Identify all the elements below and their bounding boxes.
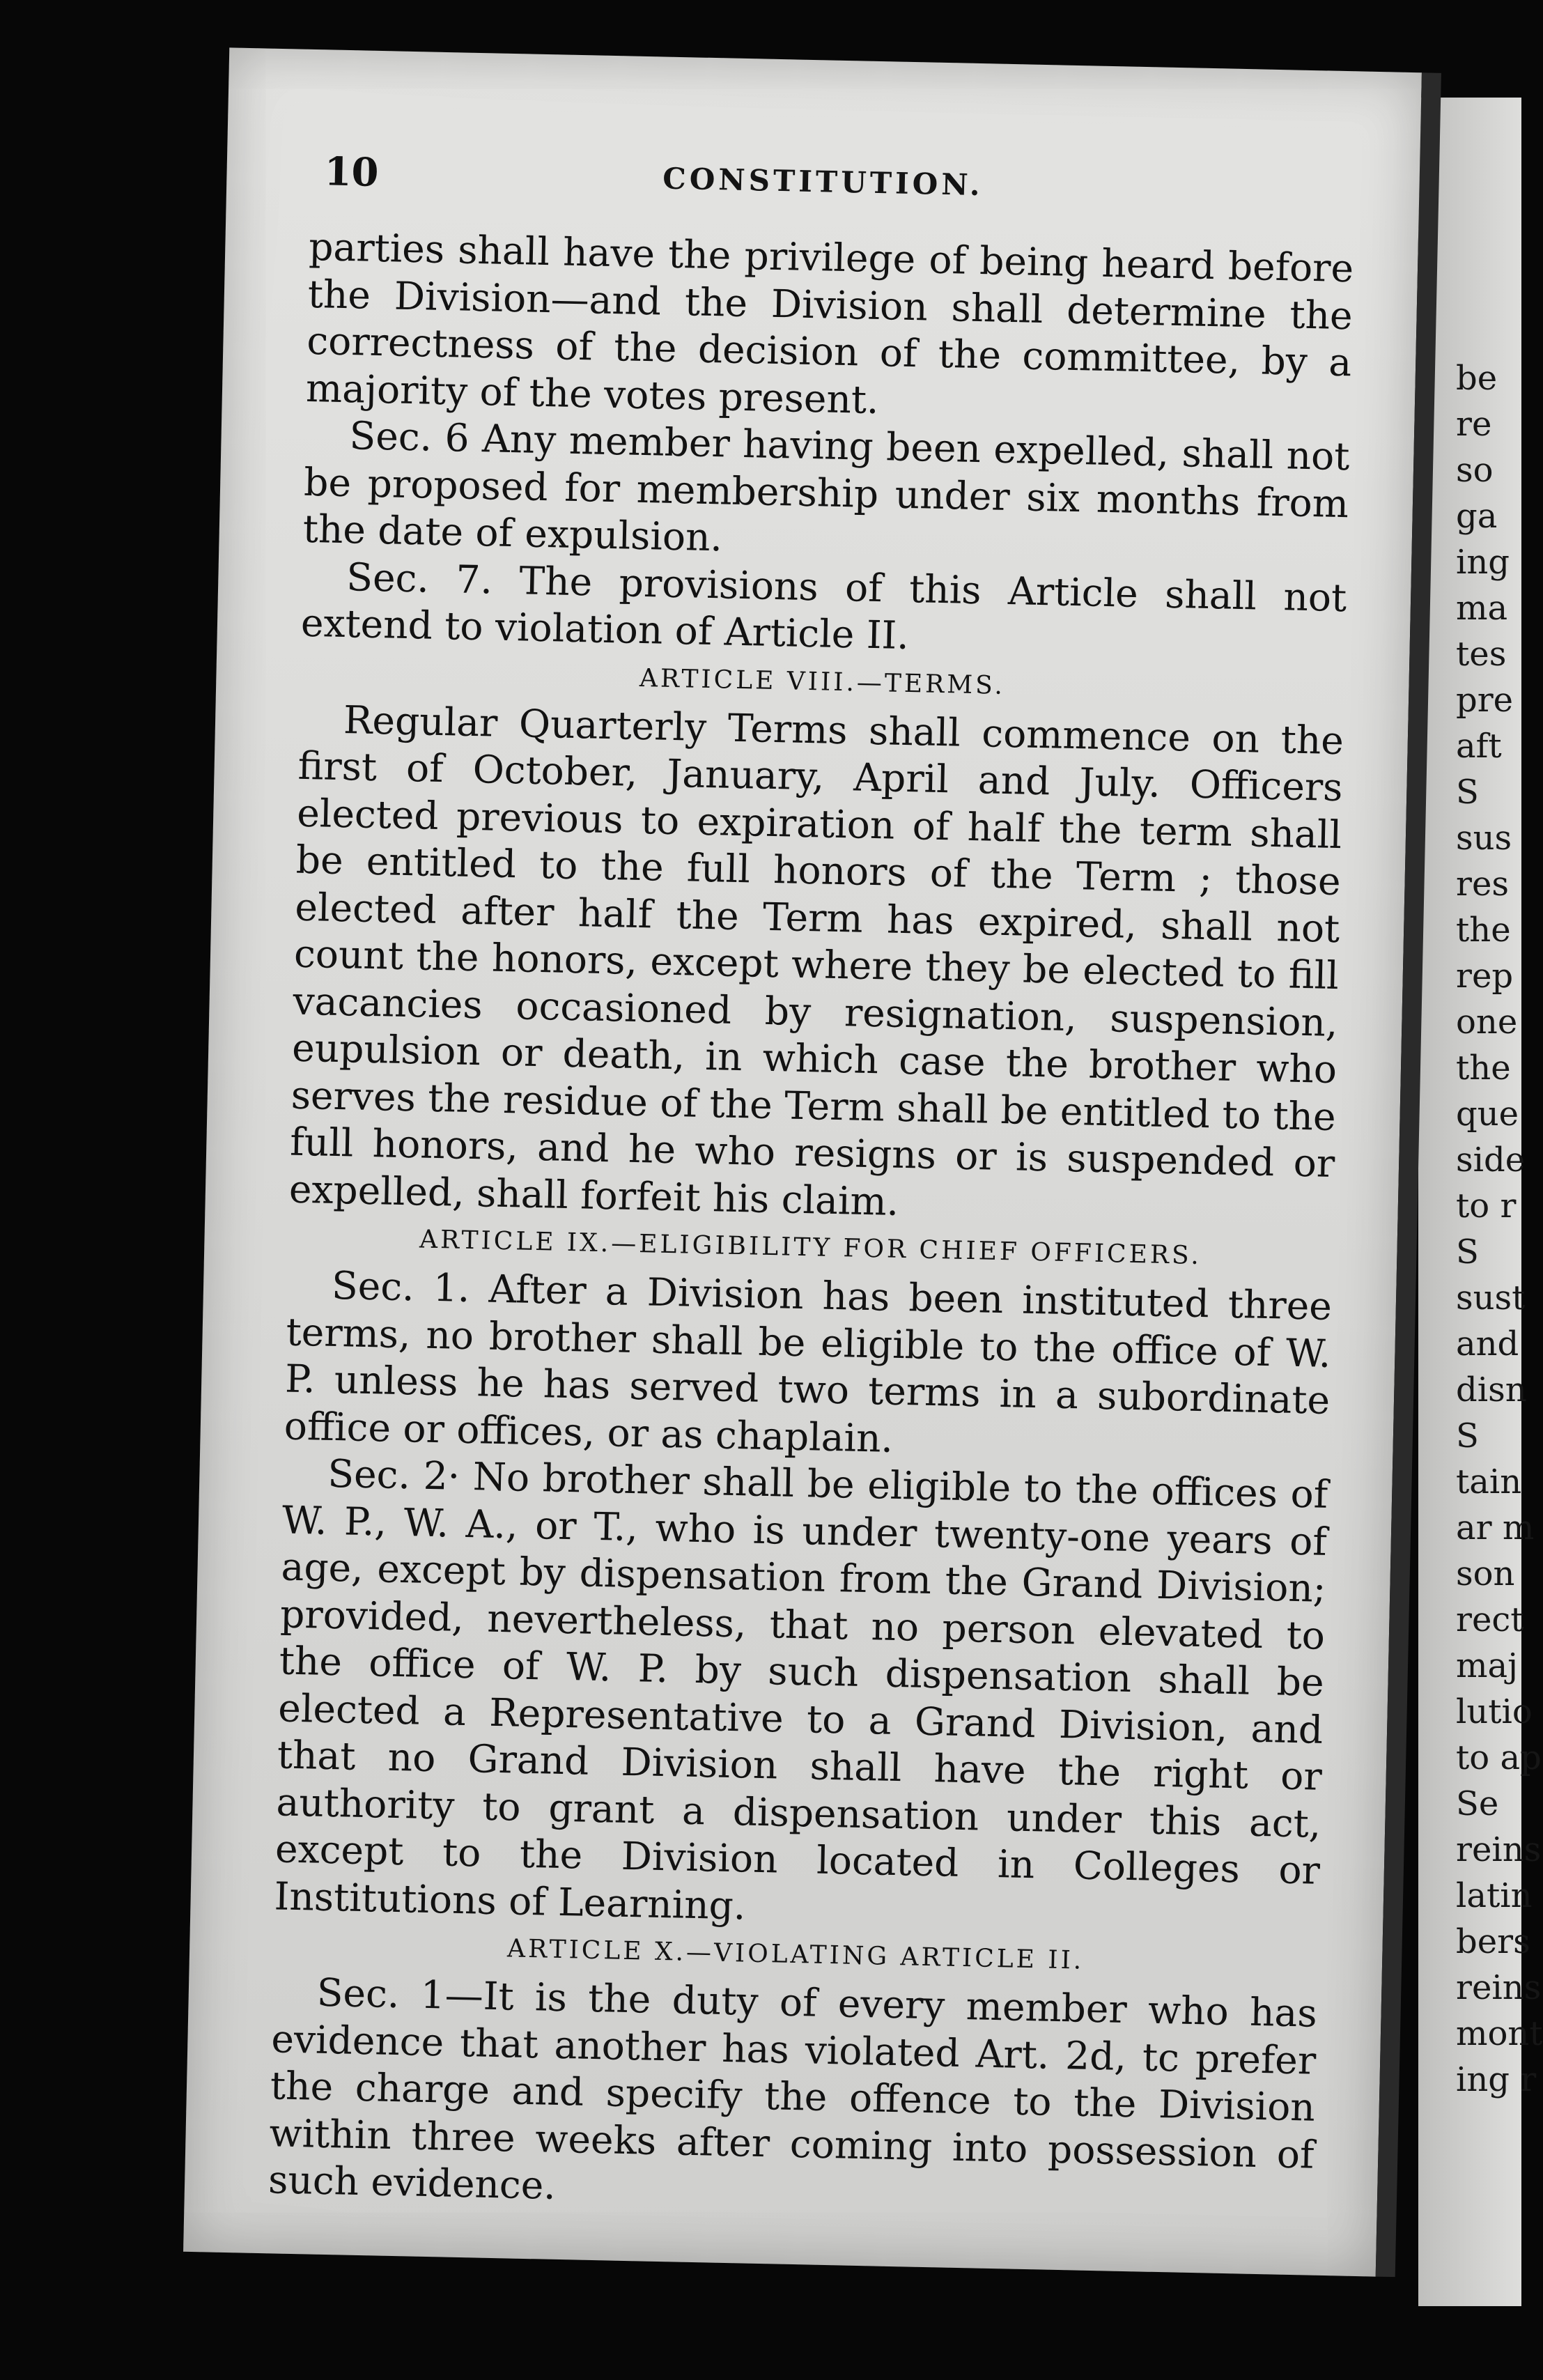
- section-6: Sec. 6 Any member having been expelled, shall not be proposed for membership under six months from the date of expulsion.: [302, 413, 1351, 560]
- article-9-heading: ARTICLE IX.—ELIGIBILITY FOR CHIEF OFFICERS.: [419, 1225, 1202, 1271]
- adjacent-page-fragment: maj: [1456, 1646, 1519, 1685]
- section-7: Sec. 7. The provisions of this Article shall not extend to violation of Article II.: [300, 554, 1347, 658]
- page-number: 10: [323, 148, 380, 196]
- adjacent-page-fragment: pre: [1456, 681, 1514, 720]
- article-10-section-1: Sec. 1—It is the duty of every member who has evidence that another has violated Art. 2d, tc prefer the charge and specify the offence to the Division within three weeks after coming into possession of such evidence.: [267, 1970, 1318, 2208]
- adjacent-page-fragment: the: [1456, 911, 1511, 950]
- adjacent-page-fragment: rect: [1456, 1600, 1524, 1639]
- adjacent-page-fragment: be: [1456, 359, 1498, 398]
- adjacent-page-fragment: rep: [1456, 957, 1514, 996]
- article-8-heading: ARTICLE VIII.—TERMS.: [639, 663, 1006, 700]
- adjacent-page-fragment: son: [1456, 1554, 1515, 1593]
- adjacent-page-fragment: tes: [1456, 635, 1507, 674]
- adjacent-page-fragment: disn: [1456, 1370, 1527, 1409]
- adjacent-page-fragment: ma: [1456, 589, 1508, 628]
- article-9-section-2: Sec. 2· No brother shall be eligible to the offices of W. P., W. A., or T., who is under twenty-one years of age, except by dispensation from the Grand Division; provided, nevertheless, that no person elevated to the office of W. P. by such dispensation shall be elected a Representative to a Grand Division, and that no Grand Division shall have the right or authority to grant a dispensation under this act, except to the Division located in Colleges or Institutions of Learning.: [274, 1451, 1328, 1929]
- adjacent-page-fragment: the: [1456, 1049, 1511, 1088]
- adjacent-page-fragment: ing r: [1456, 2060, 1537, 2099]
- adjacent-page-fragment: tain: [1456, 1462, 1522, 1501]
- adjacent-page-fragment: aft: [1456, 727, 1502, 766]
- adjacent-page-fragment: latin: [1456, 1876, 1533, 1915]
- adjacent-page-fragment: to ap: [1456, 1738, 1542, 1777]
- adjacent-page-fragment: so: [1456, 451, 1494, 490]
- adjacent-page-fragment: que: [1456, 1095, 1519, 1134]
- adjacent-page-fragment: side: [1456, 1141, 1526, 1180]
- adjacent-page-fragment: S: [1456, 773, 1479, 812]
- adjacent-page-fragment: one: [1456, 1003, 1518, 1042]
- adjacent-page-fragment: ga: [1456, 497, 1498, 536]
- adjacent-page-text: [1456, 355, 1543, 2103]
- adjacent-page-fragment: sust: [1456, 1278, 1526, 1318]
- opening-paragraph: parties shall have the privilege of being heard before the Division—and the Division shall determine the correctness of the decision of the committee, by a majority of the votes present.: [305, 224, 1354, 422]
- book-page: [183, 47, 1422, 2276]
- adjacent-page-fragment: re: [1456, 405, 1492, 444]
- adjacent-page-fragment: S: [1456, 1232, 1479, 1272]
- adjacent-page-fragment: to r: [1456, 1187, 1517, 1226]
- adjacent-page-fragment: bers: [1456, 1922, 1530, 1961]
- article-10-heading: ARTICLE X.—VIOLATING ARTICLE II.: [506, 1934, 1085, 1975]
- adjacent-page-fragment: lutio: [1456, 1692, 1533, 1731]
- running-head: CONSTITUTION.: [662, 161, 984, 203]
- adjacent-page-fragment: ing: [1456, 543, 1510, 582]
- adjacent-page-fragment: sus: [1456, 819, 1512, 858]
- adjacent-page-fragment: Se: [1456, 1784, 1499, 1823]
- adjacent-page-fragment: S: [1456, 1416, 1479, 1455]
- adjacent-page-fragment: reins: [1456, 1830, 1542, 1869]
- article-8-body: Regular Quarterly Terms shall commence on the first of October, January, April and July. Officers elected previous to expiration of half the term shall be entitled to the full honors of the Term ; those elected after half the Term has expired, shall not count the honors, except where they be elected to fill vacancies occasioned by resignation, suspension, eupulsion or death, in which case the brother who serves the residue of the Term shall be entitled to the full honors, and he who resigns or is suspended or expelled, shall forfeit his claim.: [288, 697, 1344, 1224]
- adjacent-page-fragment: ar m: [1456, 1508, 1535, 1547]
- page-body: [268, 224, 1354, 2225]
- adjacent-page-fragment: mont: [1456, 2014, 1543, 2053]
- adjacent-page-fragment: reins: [1456, 1968, 1542, 2007]
- adjacent-page-fragment: res: [1456, 865, 1509, 904]
- article-9-section-1: Sec. 1. After a Division has been instituted three terms, no brother shall be eligible to the office of W. P. unless he has served two terms in a subordinate office or offices, or as chaplain.: [284, 1262, 1333, 1461]
- adjacent-page-fragment: and: [1456, 1324, 1519, 1363]
